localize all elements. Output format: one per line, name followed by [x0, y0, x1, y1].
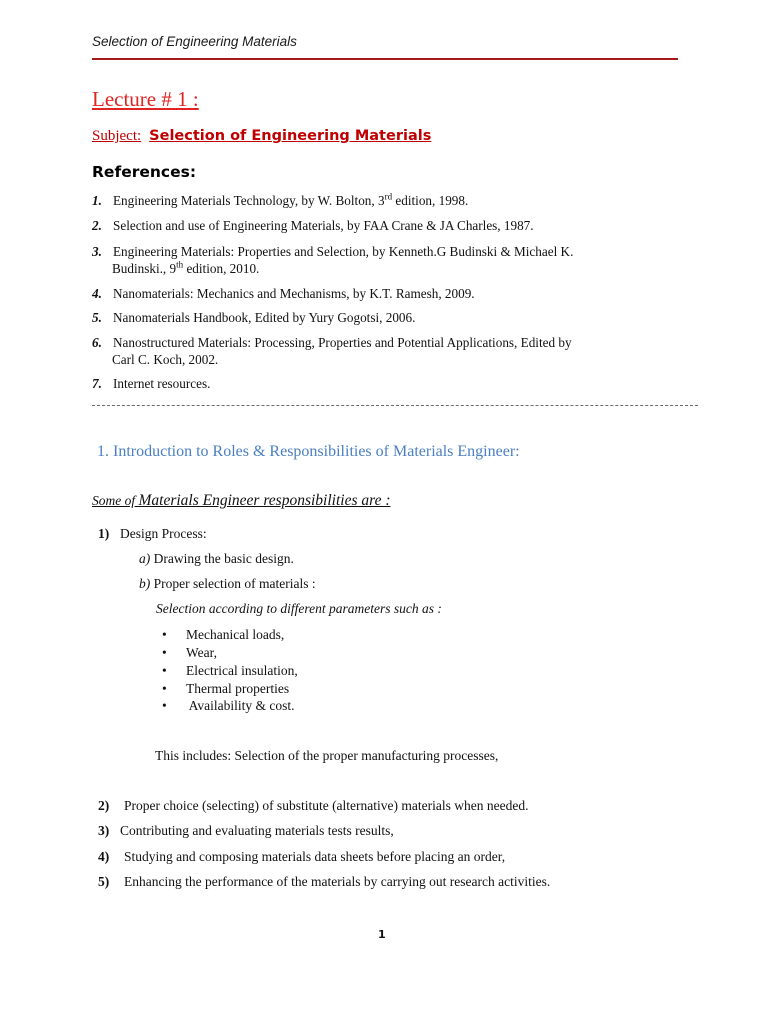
reference-number: 7. [92, 376, 102, 391]
reference-number: 4. [92, 286, 102, 301]
bullet-icon: • [162, 627, 167, 642]
parameters-intro: Selection according to different parameters such as : [156, 601, 442, 616]
bullet-icon: • [162, 663, 167, 678]
references-heading: References: [92, 163, 197, 181]
item-text: Design Process: [120, 526, 207, 541]
reference-number: 6. [92, 335, 102, 350]
header-rule [92, 58, 678, 60]
reference-item [92, 192, 676, 209]
bullet-text: Wear, [186, 645, 217, 660]
subsection-heading [92, 492, 391, 510]
item-number: 4) [98, 849, 110, 864]
reference-text: Budinski., 9 [112, 261, 177, 276]
bullet-item [162, 681, 289, 697]
reference-text: edition, 2010. [183, 261, 260, 276]
reference-text: Selection and use of Engineering Materials, by FAA Crane & JA Charles, 1987. [113, 218, 534, 233]
sub-item-label: a) [139, 551, 151, 566]
reference-text: Internet resources. [113, 376, 211, 391]
reference-continuation [92, 260, 676, 277]
reference-text: edition, 1998. [392, 193, 469, 208]
reference-number: 2. [92, 218, 102, 233]
item-text: Studying and composing materials data sheets before placing an order, [124, 849, 506, 864]
reference-text: Engineering Materials: Properties and Selection, by Kenneth.G Budinski & Michael K. [113, 244, 574, 259]
subsection-heading-main: Materials Engineer responsibilities are : [138, 492, 391, 509]
reference-item [92, 309, 676, 326]
running-header: Selection of Engineering Materials [92, 34, 297, 49]
item-number: 2) [98, 798, 110, 813]
dashed-divider [92, 405, 698, 406]
reference-continuation: Carl C. Koch, 2002. [112, 352, 219, 367]
design-process-item [98, 526, 207, 542]
reference-text: Nanomaterials: Mechanics and Mechanisms, by K.T. Ramesh, 2009. [113, 286, 475, 301]
bullet-text: Availability & cost. [186, 698, 295, 713]
design-sub-item [139, 576, 316, 592]
bullet-icon: • [162, 681, 167, 696]
subject-value: Selection of Engineering Materials [149, 128, 432, 144]
reference-item [92, 285, 676, 302]
section-heading: 1. Introduction to Roles & Responsibilities of Materials Engineer: [97, 443, 520, 460]
bullet-text: Electrical insulation, [186, 663, 298, 678]
subject-line [92, 127, 431, 145]
item-text: Proper choice (selecting) of substitute (alternative) materials when needed. [124, 798, 529, 813]
subject-label: Subject: [92, 128, 142, 144]
reference-item [92, 375, 676, 392]
sub-item-text: Proper selection of materials : [150, 576, 316, 591]
reference-text: Engineering Materials Technology, by W. Bolton, 3 [113, 193, 385, 208]
bullet-text: Thermal properties [186, 681, 290, 696]
bullet-text: Mechanical loads, [186, 627, 285, 642]
reference-item [92, 334, 676, 368]
responsibility-item [98, 798, 528, 814]
reference-number: 5. [92, 310, 102, 325]
reference-superscript: th [176, 259, 184, 270]
reference-number: 1. [92, 193, 102, 208]
bullet-item [162, 698, 295, 714]
sub-item-text: Drawing the basic design. [150, 551, 294, 566]
sub-item-label: b) [139, 576, 151, 591]
reference-item [92, 217, 676, 234]
item-number: 3) [98, 823, 110, 838]
lecture-title: Lecture # 1 : [92, 87, 199, 111]
responsibility-item [98, 823, 394, 839]
page-number: 1 [378, 928, 386, 941]
bullet-item [162, 627, 284, 643]
item-text: Enhancing the performance of the materials by carrying out research activities. [124, 874, 551, 889]
includes-note: This includes: Selection of the proper manufacturing processes, [155, 748, 499, 763]
reference-superscript: rd [384, 191, 393, 202]
reference-text: Nanostructured Materials: Processing, Properties and Potential Applications, Edited by [113, 335, 572, 350]
item-text: Contributing and evaluating materials tests results, [120, 823, 394, 838]
bullet-item [162, 645, 217, 661]
item-number: 1) [98, 526, 110, 541]
bullet-item [162, 663, 298, 679]
reference-text: Nanomaterials Handbook, Edited by Yury Gogotsi, 2006. [113, 310, 416, 325]
design-sub-item [139, 551, 294, 567]
item-number: 5) [98, 874, 110, 889]
reference-number: 3. [92, 244, 102, 259]
responsibility-item [98, 849, 505, 865]
bullet-icon: • [162, 698, 167, 713]
responsibility-item [98, 874, 550, 890]
bullet-icon: • [162, 645, 167, 660]
reference-item [92, 243, 676, 277]
subsection-heading-small: Some of [92, 493, 139, 508]
